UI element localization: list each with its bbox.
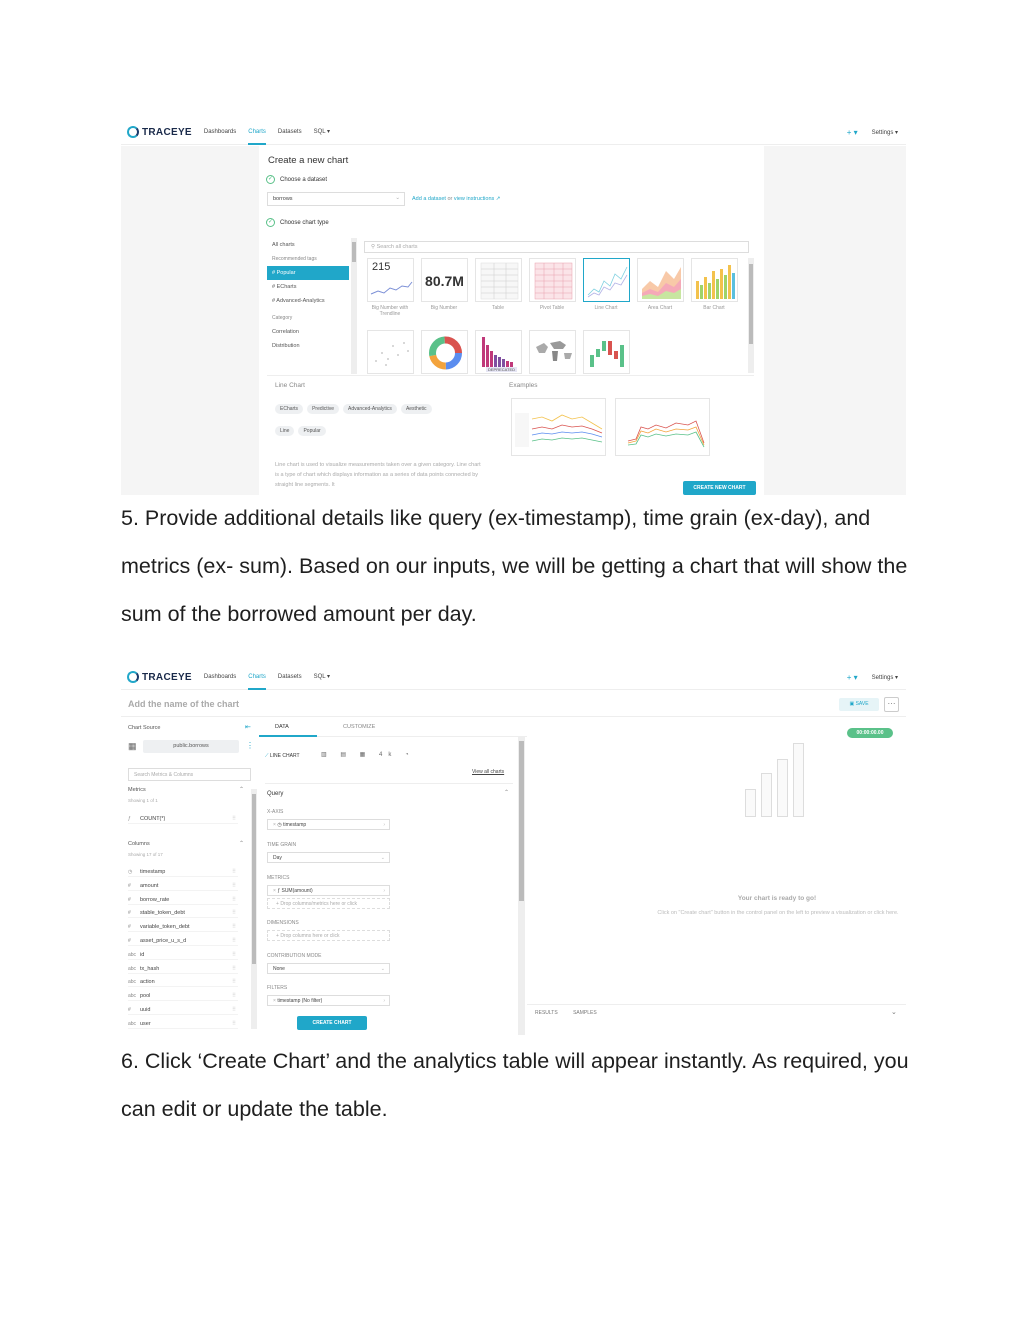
- step-label: Choose chart type: [280, 219, 329, 226]
- chart-category-list: [267, 238, 349, 374]
- chart-thumb-histogram[interactable]: [475, 330, 522, 374]
- metrics-drop-zone[interactable]: [267, 898, 390, 909]
- columns-heading: Columns: [128, 841, 150, 847]
- metrics-value: SUM(amount): [281, 888, 313, 894]
- drop-hint: Drop columns here or click: [280, 933, 340, 939]
- nav-dashboards[interactable]: Dashboards: [203, 673, 237, 680]
- filters-value: timestamp (No filter): [277, 998, 323, 1004]
- chevron-down-icon: ⌄: [380, 966, 385, 972]
- column-type-icon: #: [128, 896, 131, 903]
- chart-thumb-line-chart[interactable]: [583, 258, 630, 302]
- tag[interactable]: Predictive: [307, 404, 339, 414]
- columns-scrollbar[interactable]: [251, 789, 257, 1029]
- nav-dashboards[interactable]: Dashboards: [203, 128, 237, 135]
- drag-handle-icon: ⠿: [231, 896, 236, 903]
- more-options-button[interactable]: ···: [884, 697, 899, 712]
- metrics-count: Showing 1 of 1: [128, 798, 158, 803]
- logo-icon: [127, 671, 139, 683]
- chart-name-input[interactable]: Add the name of the chart: [128, 699, 240, 709]
- dataset-value: borrows: [273, 196, 293, 202]
- navbar: [121, 120, 906, 145]
- column-name: stable_token_debt: [140, 910, 185, 917]
- column-row[interactable]: [128, 936, 238, 946]
- chevron-up-icon[interactable]: ⌃: [239, 841, 245, 847]
- chevron-up-icon[interactable]: ⌃: [239, 787, 245, 793]
- chart-thumb-bar-chart[interactable]: [691, 258, 738, 302]
- world-map-icon: [530, 331, 577, 375]
- table-icon: [476, 259, 523, 303]
- line-chart-icon: ⟋: [265, 753, 270, 759]
- chevron-right-icon: ›: [383, 888, 385, 894]
- tab-samples[interactable]: SAMPLES: [573, 1010, 597, 1016]
- contribution-select[interactable]: [267, 963, 390, 974]
- category-item[interactable]: All charts: [272, 242, 295, 248]
- column-type-icon: #: [128, 910, 131, 917]
- external-link-icon: ↗: [495, 196, 501, 202]
- column-row[interactable]: [128, 964, 238, 974]
- control-panel: [259, 717, 527, 1035]
- chart-ready-hint: Click on "Create chart" button in the control panel on the left to preview a visualization or click here.: [657, 910, 899, 916]
- xaxis-value: timestamp: [283, 822, 307, 828]
- nav-sql[interactable]: SQL ▾: [313, 128, 331, 135]
- close-icon[interactable]: ×: [273, 888, 278, 894]
- column-name: pool: [140, 993, 151, 1000]
- save-label: SAVE: [855, 701, 869, 707]
- chart-thumb-scatter[interactable]: [367, 330, 414, 374]
- tag[interactable]: Popular: [298, 426, 325, 436]
- nav-datasets[interactable]: Datasets: [277, 673, 302, 680]
- chart-type-label: LINE CHART: [269, 753, 300, 759]
- time-grain-label: TIME GRAIN: [267, 842, 297, 848]
- chart-thumb-donut[interactable]: [421, 330, 468, 374]
- column-row[interactable]: [128, 1019, 238, 1029]
- dataset-select[interactable]: [267, 192, 405, 206]
- left-gutter: [121, 146, 259, 495]
- chart-preview-area: [527, 717, 906, 1035]
- example-line-chart-icon: [512, 399, 607, 457]
- drag-handle-icon: ⠿: [231, 1007, 236, 1013]
- control-panel-scrollbar[interactable]: [518, 737, 525, 1035]
- logo[interactable]: [127, 126, 192, 138]
- nav-datasets[interactable]: Datasets: [277, 128, 302, 135]
- category-head[interactable]: Recommended tags: [272, 256, 317, 262]
- column-name: borrow_rate: [140, 896, 170, 903]
- step-label: Choose a dataset: [280, 176, 328, 183]
- save-button[interactable]: [839, 698, 879, 711]
- dataset-name[interactable]: public.borrows: [143, 740, 239, 753]
- column-type-icon: #: [128, 938, 131, 944]
- search-metrics-input[interactable]: Search Metrics & Columns: [128, 768, 251, 781]
- create-chart-screenshot: [121, 120, 906, 495]
- column-name: timestamp: [140, 869, 166, 875]
- column-row[interactable]: [128, 1005, 238, 1015]
- bar-chart-icon: [692, 259, 739, 303]
- big-number-value: 80.7M: [425, 273, 464, 289]
- query-heading: Query: [267, 791, 284, 797]
- column-type-icon: #: [128, 882, 131, 889]
- metric-row[interactable]: [128, 814, 238, 824]
- filters-field[interactable]: [267, 995, 390, 1006]
- tab-results[interactable]: RESULTS: [535, 1010, 558, 1016]
- settings-menu[interactable]: Settings ▾: [871, 675, 898, 681]
- category-item[interactable]: # ECharts: [272, 284, 297, 290]
- search-charts-input[interactable]: [364, 241, 749, 253]
- category-item[interactable]: Correlation: [272, 329, 299, 335]
- time-grain-select[interactable]: [267, 852, 390, 863]
- category-item[interactable]: # Advanced-Analytics: [272, 298, 325, 304]
- create-chart-button[interactable]: CREATE CHART: [297, 1016, 367, 1030]
- column-name: user: [140, 1020, 151, 1027]
- column-row[interactable]: [128, 908, 238, 918]
- dataset-links: [412, 196, 500, 202]
- navbar: [121, 665, 906, 690]
- dimensions-label: DIMENSIONS: [267, 920, 299, 926]
- drag-handle-icon: ⠿: [231, 910, 236, 917]
- drag-handle-icon: ⠿: [231, 979, 236, 986]
- chevron-right-icon: ›: [383, 998, 385, 1004]
- page-title: Create a new chart: [268, 155, 349, 166]
- selected-chart-title: Line Chart: [275, 382, 305, 389]
- xaxis-field[interactable]: [267, 819, 390, 830]
- chart-thumb-table[interactable]: [475, 258, 522, 302]
- tab-customize[interactable]: CUSTOMIZE: [343, 724, 376, 730]
- example-image[interactable]: [615, 398, 710, 456]
- tag[interactable]: Advanced-Analytics: [343, 404, 397, 414]
- chart-thumb-area-chart[interactable]: [637, 258, 684, 302]
- drag-handle-icon: ⠿: [231, 993, 236, 1000]
- add-new-button[interactable]: + ▾: [846, 128, 858, 137]
- dataset-panel: [121, 717, 257, 1035]
- grid-icon: ▦: [128, 741, 137, 751]
- clock-icon: ◷: [277, 822, 284, 828]
- column-type-icon: abc: [128, 993, 137, 1000]
- category-scrollbar[interactable]: [351, 238, 357, 374]
- waterfall-icon: [584, 331, 631, 375]
- column-row[interactable]: [128, 895, 238, 905]
- column-type-icon: abc: [128, 1020, 137, 1027]
- save-icon: ▣: [849, 701, 856, 707]
- viz-type-shortcuts[interactable]: ▥ ▤ ▦ 4k ◔: [321, 752, 415, 758]
- chart-grid-scrollbar[interactable]: [748, 258, 754, 373]
- column-row[interactable]: [128, 867, 238, 877]
- instruction-step-6: 6. Click ‘Create Chart’ and the analytics table will appear instantly. As required, you can edit or update the table.: [121, 1049, 909, 1121]
- chart-description: Line chart is used to visualize measurements taken over a given category. Line chart is a type of chart which displays information as a series of data points connected by straight line segments. It: [275, 462, 481, 488]
- collapse-icon[interactable]: ⇤: [245, 724, 251, 731]
- chart-thumb-waterfall[interactable]: [583, 330, 630, 374]
- line-chart-icon: [584, 259, 631, 303]
- nav-charts[interactable]: Charts: [248, 120, 266, 145]
- column-row[interactable]: [128, 881, 238, 891]
- tag[interactable]: Line: [275, 426, 294, 436]
- check-icon: ✓: [267, 219, 274, 225]
- column-row[interactable]: [128, 977, 238, 987]
- view-instructions-link[interactable]: view instructions: [453, 196, 495, 202]
- or-text: or: [447, 196, 453, 202]
- metric-name: COUNT(*): [140, 816, 166, 822]
- chart-builder-screenshot: [121, 665, 906, 1035]
- column-name: id: [140, 951, 145, 958]
- metrics-label: METRICS: [267, 875, 290, 881]
- chart-thumb-big-number-trendline[interactable]: [367, 258, 414, 302]
- column-row[interactable]: [128, 950, 238, 960]
- chevron-down-icon[interactable]: ⌄: [891, 1009, 897, 1016]
- logo-text: TRACEYE: [142, 126, 192, 138]
- column-row[interactable]: [128, 991, 238, 1001]
- column-name: action: [140, 979, 155, 986]
- query-timer: 00:00:00.00: [847, 728, 893, 738]
- column-type-icon: #: [128, 1007, 131, 1013]
- deprecated-badge: DEPRECATED: [488, 367, 516, 372]
- plus-icon: +: [276, 933, 281, 939]
- check-icon: ✓: [267, 176, 274, 182]
- xaxis-label: X-AXIS: [267, 809, 284, 815]
- nav-charts[interactable]: Charts: [248, 665, 266, 690]
- close-icon[interactable]: ×: [273, 998, 278, 1004]
- result-tabs: [535, 1010, 597, 1016]
- add-new-button[interactable]: + ▾: [846, 673, 858, 682]
- metrics-field[interactable]: [267, 885, 390, 896]
- chart-ready-heading: Your chart is ready to go!: [737, 895, 817, 902]
- tag[interactable]: Aesthetic: [401, 404, 432, 414]
- chevron-down-icon: ⌄: [395, 195, 400, 201]
- examples-title: Examples: [509, 382, 538, 389]
- right-gutter: [764, 146, 906, 495]
- settings-menu[interactable]: Settings ▾: [871, 130, 898, 136]
- step-choose-chart-type: [266, 218, 329, 227]
- metrics-heading: Metrics: [128, 787, 146, 793]
- chart-thumb-world-map[interactable]: [529, 330, 576, 374]
- add-dataset-link[interactable]: Add a dataset: [412, 196, 446, 202]
- chart-label: Area Chart: [647, 305, 673, 311]
- column-type-icon: #: [128, 924, 131, 931]
- chevron-right-icon: ›: [383, 822, 385, 828]
- view-all-charts-link[interactable]: View all charts: [472, 769, 505, 775]
- instruction-step-5: 5. Provide additional details like query (ex-timestamp), time grain (ex-day), and metrics (ex- sum). Based on our inputs, we will be getting a chart that will show the sum of the borrowed amount per day.: [121, 506, 908, 626]
- columns-count: Showing 17 of 17: [128, 852, 163, 857]
- chart-label: Pivot Table: [539, 305, 565, 311]
- drop-hint: Drop columns/metrics here or click: [280, 901, 357, 907]
- tab-data[interactable]: DATA: [275, 724, 289, 730]
- area-chart-icon: [638, 259, 685, 303]
- chart-source-label: Chart Source: [128, 725, 161, 731]
- column-name: amount: [140, 882, 159, 889]
- drag-handle-icon: ⠿: [231, 1020, 236, 1027]
- logo[interactable]: [127, 671, 192, 683]
- category-head[interactable]: Category: [272, 315, 293, 321]
- control-tabs: [259, 717, 527, 737]
- trendline-icon: [368, 278, 415, 298]
- tag[interactable]: ECharts: [275, 404, 303, 414]
- column-name: asset_price_u_s_d: [140, 938, 187, 944]
- pivot-table-icon: [530, 259, 577, 303]
- column-name: uuid: [140, 1007, 151, 1013]
- column-name: variable_token_debt: [140, 924, 190, 931]
- chart-label: Bar Chart: [703, 305, 725, 311]
- example-image[interactable]: [511, 398, 606, 456]
- drag-handle-icon: ⠿: [231, 869, 236, 875]
- create-chart-panel: [259, 146, 764, 495]
- chart-tags: [275, 397, 475, 441]
- chevron-down-icon: ⌄: [380, 855, 385, 861]
- drag-handle-icon: ⠿: [231, 938, 236, 944]
- kebab-menu-icon[interactable]: ⋮: [246, 741, 254, 750]
- time-grain-value: Day: [273, 855, 282, 861]
- contribution-value: None: [273, 966, 285, 972]
- chart-label: Big Number with Trendline: [371, 305, 409, 317]
- drag-handle-icon: ⠿: [231, 882, 236, 889]
- close-icon[interactable]: ×: [273, 822, 278, 828]
- function-icon: ƒ: [277, 888, 282, 894]
- create-new-chart-button[interactable]: CREATE NEW CHART: [683, 481, 756, 495]
- search-icon: ⚲: [371, 244, 377, 250]
- dimensions-drop-zone[interactable]: [267, 930, 390, 941]
- chart-label: Line Chart: [594, 305, 618, 311]
- contribution-label: CONTRIBUTION MODE: [267, 953, 322, 959]
- example-line-chart-icon: [616, 399, 711, 457]
- donut-chart-icon: [422, 331, 469, 375]
- search-placeholder: Search all charts: [376, 244, 418, 250]
- drag-handle-icon: ⠿: [231, 816, 236, 822]
- filters-label: FILTERS: [267, 985, 288, 991]
- drag-handle-icon: ⠿: [231, 951, 236, 958]
- category-item[interactable]: Distribution: [272, 343, 300, 349]
- step-choose-dataset: [266, 175, 327, 184]
- drag-handle-icon: ⠿: [231, 924, 236, 931]
- chart-label: Table: [492, 305, 504, 311]
- drag-handle-icon: ⠿: [231, 965, 236, 972]
- nav-sql[interactable]: SQL ▾: [313, 673, 331, 680]
- function-icon: ƒ: [128, 816, 131, 822]
- chevron-up-icon[interactable]: ⌃: [504, 790, 510, 796]
- chart-type-selector[interactable]: [265, 753, 300, 759]
- chart-thumb-pivot-table[interactable]: [529, 258, 576, 302]
- column-row[interactable]: [128, 922, 238, 932]
- column-type-icon: abc: [128, 951, 137, 958]
- big-number-trend-value: 215: [372, 261, 391, 273]
- column-name: tx_hash: [140, 965, 160, 972]
- logo-icon: [127, 126, 139, 138]
- column-type-icon: ◷: [128, 869, 133, 875]
- chart-thumb-big-number[interactable]: [421, 258, 468, 302]
- plus-icon: +: [276, 901, 281, 907]
- logo-text: TRACEYE: [142, 671, 192, 683]
- column-type-icon: abc: [128, 965, 137, 972]
- column-type-icon: abc: [128, 979, 137, 986]
- chart-label: Big Number: [430, 305, 458, 311]
- scatter-icon: [368, 331, 415, 375]
- category-item-popular[interactable]: # Popular: [267, 266, 349, 280]
